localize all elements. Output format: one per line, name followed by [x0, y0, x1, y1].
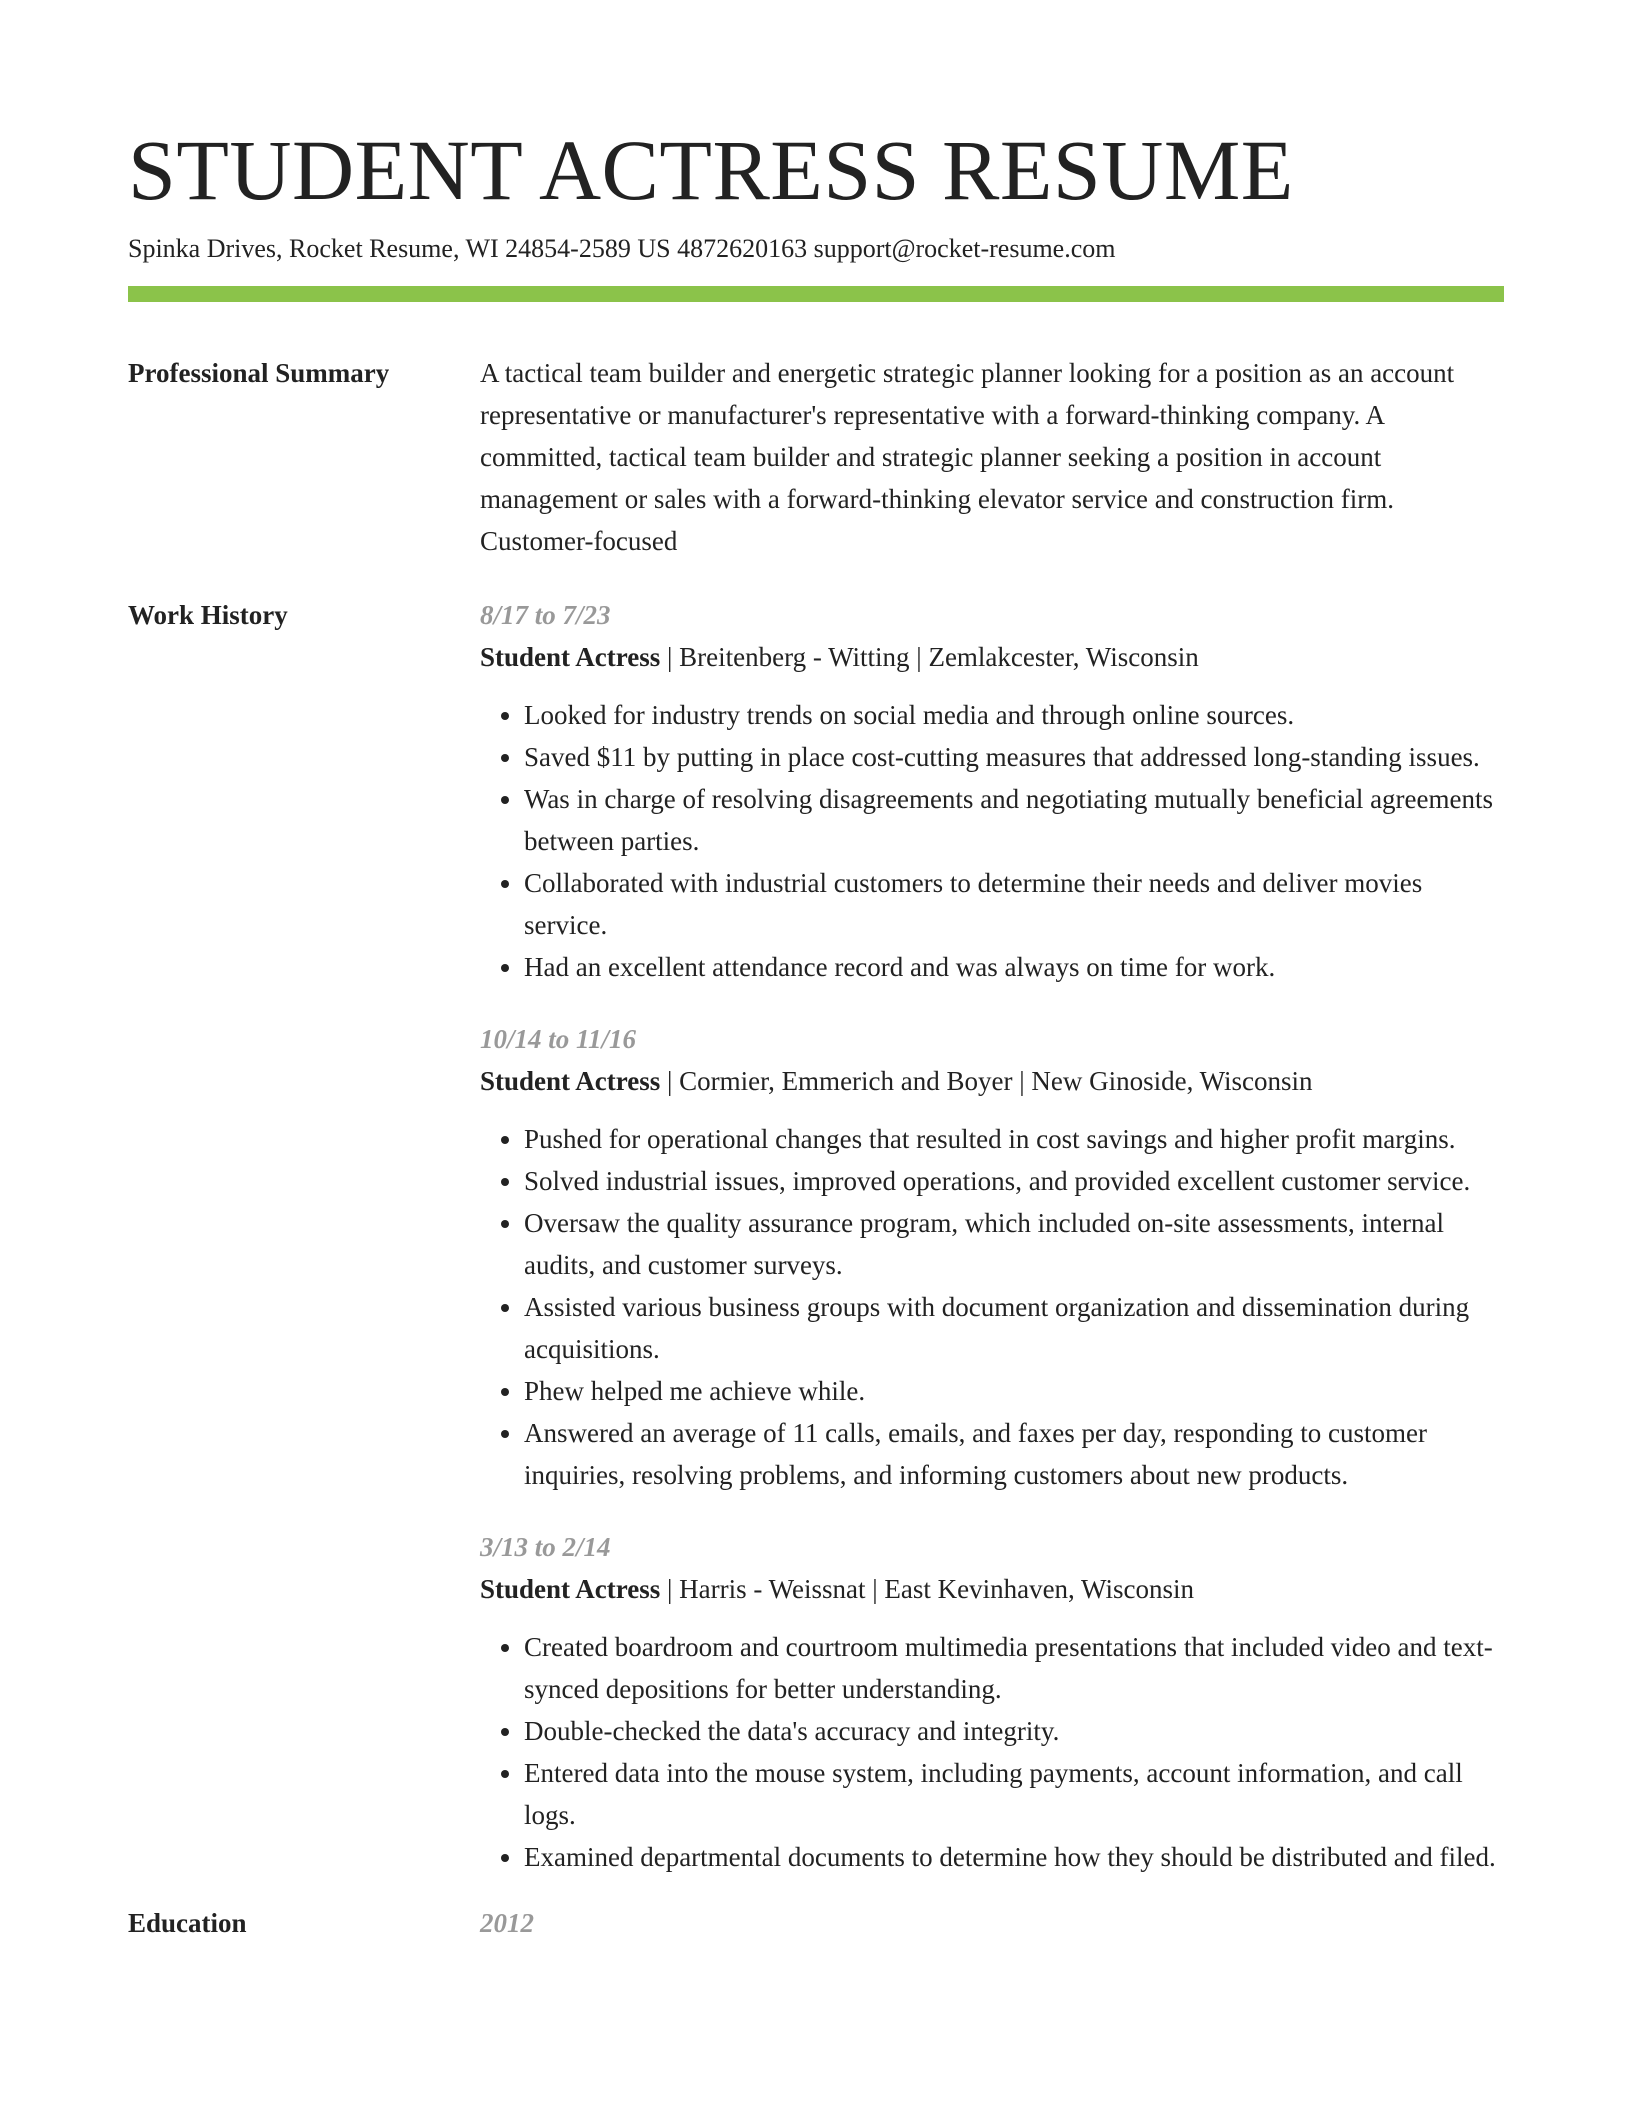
- list-item: • Looked for industry trends on social media and through online sources.: [524, 694, 1504, 736]
- job-entry: [480, 1526, 1504, 1878]
- list-item: • Solved industrial issues, improved operations, and provided excellent customer service.: [524, 1160, 1504, 1202]
- job-bullets: [480, 1118, 1504, 1496]
- list-item: • Examined departmental documents to determine how they should be distributed and filed.: [524, 1836, 1504, 1878]
- work-history-section: [128, 594, 1504, 1878]
- list-item: • Was in charge of resolving disagreements and negotiating mutually beneficial agreements between parties.: [524, 778, 1504, 862]
- resume-title: STUDENT ACTRESS RESUME: [128, 122, 1294, 218]
- work-history-body: [480, 594, 1504, 1878]
- list-item: • Answered an average of 11 calls, emails, and faxes per day, responding to customer inquiries, resolving problems, and informing customers about new products.: [524, 1412, 1504, 1496]
- education-section: [128, 1902, 1504, 1944]
- list-item: • Pushed for operational changes that resulted in cost savings and higher profit margins.: [524, 1118, 1504, 1160]
- section-label-education: Education: [128, 1908, 247, 1938]
- list-item: • Collaborated with industrial customers to determine their needs and deliver movies service.: [524, 862, 1504, 946]
- list-item: • Assisted various business groups with document organization and dissemination during acquisitions.: [524, 1286, 1504, 1370]
- job-heading: [480, 1060, 1504, 1102]
- contact-line: Spinka Drives, Rocket Resume, WI 24854-2589 US 4872620163 support@rocket-resume.com: [128, 234, 1116, 263]
- list-item: • Entered data into the mouse system, including payments, account information, and call logs.: [524, 1752, 1504, 1836]
- education-dates: 2012: [480, 1908, 534, 1938]
- job-entry: [480, 1018, 1504, 1496]
- job-details: | Breitenberg - Witting | Zemlakcester, Wisconsin: [660, 642, 1199, 672]
- section-label-summary: Professional Summary: [128, 358, 390, 388]
- summary-text: A tactical team builder and energetic strategic planner looking for a position as an account representative or manufacturer's representative with a forward-thinking company. A committed, tactical team builder and strategic planner seeking a position in account management or sales with a forward-thinking elevator service and construction firm. Customer-focused: [480, 358, 1455, 556]
- job-dates: 8/17 to 7/23: [480, 600, 611, 630]
- job-heading: [480, 636, 1504, 678]
- list-item: • Oversaw the quality assurance program, which included on-site assessments, internal audits, and customer surveys.: [524, 1202, 1504, 1286]
- list-item: • Double-checked the data's accuracy and integrity.: [524, 1710, 1504, 1752]
- job-bullets: [480, 1626, 1504, 1878]
- section-label-work-history: Work History: [128, 600, 288, 630]
- job-title: Student Actress: [480, 642, 661, 672]
- professional-summary-section: [128, 352, 1504, 562]
- job-title: Student Actress: [480, 1066, 661, 1096]
- job-heading: [480, 1568, 1504, 1610]
- list-item: • Had an excellent attendance record and was always on time for work.: [524, 946, 1504, 988]
- list-item: • Saved $11 by putting in place cost-cutting measures that addressed long-standing issues.: [524, 736, 1504, 778]
- list-item: • Created boardroom and courtroom multimedia presentations that included video and text-synced depositions for better understanding.: [524, 1626, 1504, 1710]
- education-body: [480, 1902, 1504, 1944]
- job-details: | Harris - Weissnat | East Kevinhaven, Wisconsin: [660, 1574, 1194, 1604]
- job-details: | Cormier, Emmerich and Boyer | New Ginoside, Wisconsin: [660, 1066, 1313, 1096]
- job-entry: [480, 594, 1504, 988]
- job-dates: 3/13 to 2/14: [480, 1532, 611, 1562]
- job-title: Student Actress: [480, 1574, 661, 1604]
- job-bullets: [480, 694, 1504, 988]
- summary-body: [480, 352, 1504, 562]
- accent-divider: [128, 286, 1504, 302]
- job-dates: 10/14 to 11/16: [480, 1024, 637, 1054]
- list-item: • Phew helped me achieve while.: [524, 1370, 1504, 1412]
